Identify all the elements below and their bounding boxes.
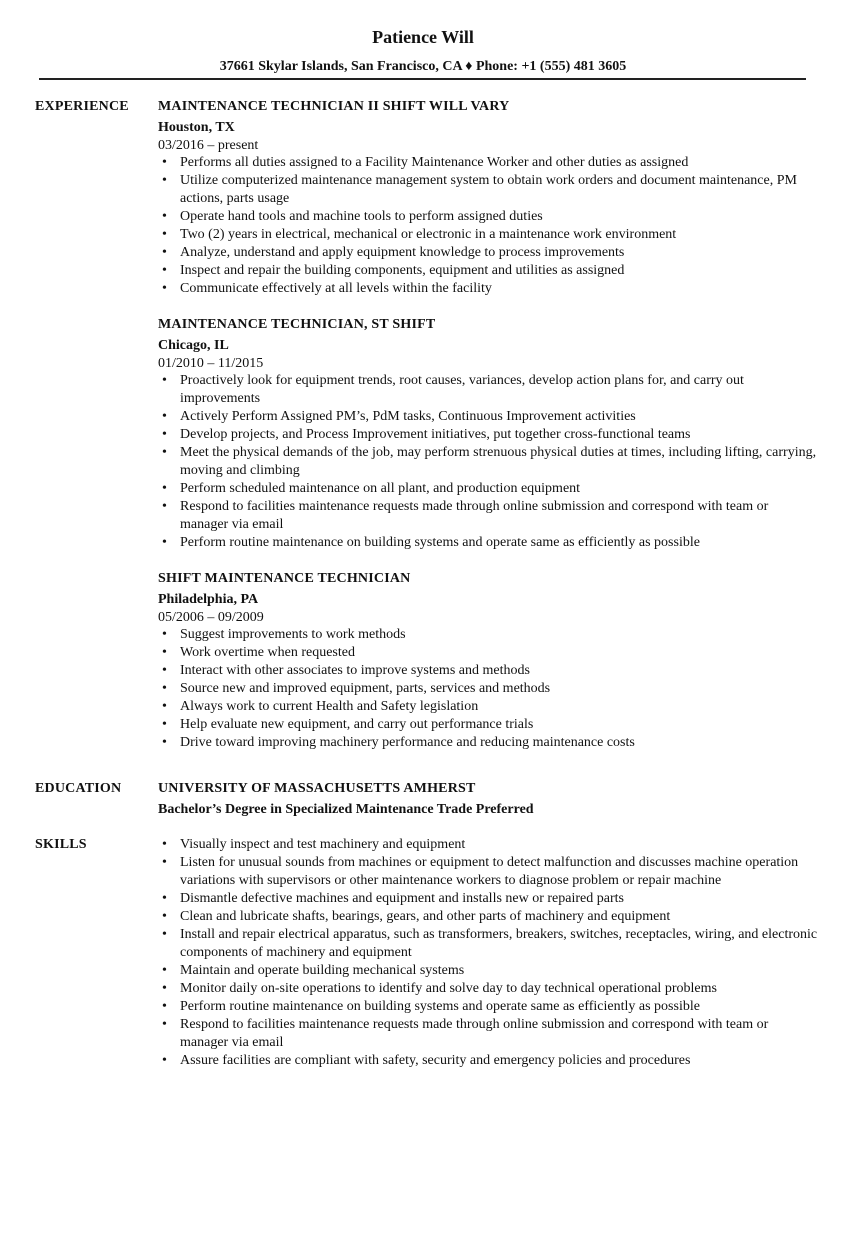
job-bullets	[158, 372, 818, 552]
job-title: MAINTENANCE TECHNICIAN, ST SHIFT	[158, 317, 436, 332]
skill-item: • Respond to facilities maintenance requests made through online submission and correspond with team or manager via email	[158, 1016, 818, 1052]
job-title: SHIFT MAINTENANCE TECHNICIAN	[158, 571, 411, 586]
skill-item: • Install and repair electrical apparatus, such as transformers, breakers, switches, receptacles, wiring, and electronic components of machinery and equipment	[158, 926, 818, 962]
resume-name: Patience Will	[372, 27, 474, 47]
education-entry	[158, 780, 818, 819]
skill-item: • Listen for unusual sounds from machines or equipment to detect malfunction and discusses machine operation variations with supervisors or other maintenance workers to diagnose problem or repair machine	[158, 854, 818, 890]
section-title-education: EDUCATION	[35, 781, 122, 796]
experience-list	[158, 98, 818, 770]
bullet-item: • Two (2) years in electrical, mechanical or electronic in a maintenance work environment	[158, 226, 818, 244]
skill-item: • Visually inspect and test machinery and equipment	[158, 836, 818, 854]
resume-contact: 37661 Skylar Islands, San Francisco, CA ♦ Phone: +1 (555) 481 3605	[219, 59, 627, 74]
bullet-item: • Interact with other associates to improve systems and methods	[158, 662, 818, 680]
skill-item: • Dismantle defective machines and equipment and installs new or repaired parts	[158, 890, 818, 908]
job-entry	[158, 570, 818, 752]
job-dates: 05/2006 – 09/2009	[158, 610, 264, 625]
section-title-skills: SKILLS	[35, 837, 87, 852]
bullet-item: • Communicate effectively at all levels within the facility	[158, 280, 818, 298]
bullet-item: • Performs all duties assigned to a Facility Maintenance Worker and other duties as assigned	[158, 154, 818, 172]
school-name: UNIVERSITY OF MASSACHUSETTS AMHERST	[158, 781, 476, 796]
bullet-item: • Inspect and repair the building components, equipment and utilities as assigned	[158, 262, 818, 280]
bullet-item: • Source new and improved equipment, parts, services and methods	[158, 680, 818, 698]
job-entry	[158, 98, 818, 298]
job-location: Chicago, IL	[158, 338, 229, 353]
bullet-item: • Actively Perform Assigned PM’s, PdM tasks, Continuous Improvement activities	[158, 408, 818, 426]
bullet-item: • Always work to current Health and Safety legislation	[158, 698, 818, 716]
bullet-item: • Respond to facilities maintenance requests made through online submission and correspond with team or manager via email	[158, 498, 818, 534]
bullet-item: • Work overtime when requested	[158, 644, 818, 662]
job-bullets	[158, 626, 818, 752]
job-dates: 01/2010 – 11/2015	[158, 356, 264, 371]
skill-item: • Monitor daily on-site operations to identify and solve day to day technical operational problems	[158, 980, 818, 998]
job-location: Houston, TX	[158, 120, 235, 135]
section-title-experience: EXPERIENCE	[35, 99, 129, 114]
bullet-item: • Analyze, understand and apply equipment knowledge to process improvements	[158, 244, 818, 262]
bullet-item: • Meet the physical demands of the job, may perform strenuous physical duties at times, including lifting, carrying, moving and climbing	[158, 444, 818, 480]
skill-item: • Maintain and operate building mechanical systems	[158, 962, 818, 980]
bullet-item: • Help evaluate new equipment, and carry out performance trials	[158, 716, 818, 734]
bullet-item: • Perform scheduled maintenance on all plant, and production equipment	[158, 480, 818, 498]
bullet-item: • Utilize computerized maintenance management system to obtain work orders and document maintenance, PM actions, parts usage	[158, 172, 818, 208]
job-location: Philadelphia, PA	[158, 592, 259, 607]
bullet-item: • Operate hand tools and machine tools to perform assigned duties	[158, 208, 818, 226]
skill-item: • Perform routine maintenance on building systems and operate same as efficiently as possible	[158, 998, 818, 1016]
bullet-item: • Perform routine maintenance on building systems and operate same as efficiently as possible	[158, 534, 818, 552]
skills-bullets	[158, 836, 818, 1070]
degree: Bachelor’s Degree in Specialized Maintenance Trade Preferred	[158, 802, 534, 817]
job-bullets	[158, 154, 818, 298]
header-divider	[39, 78, 806, 80]
skill-item: • Assure facilities are compliant with safety, security and emergency policies and procedures	[158, 1052, 818, 1070]
bullet-item: • Suggest improvements to work methods	[158, 626, 818, 644]
job-dates: 03/2016 – present	[158, 138, 259, 153]
bullet-item: • Drive toward improving machinery performance and reducing maintenance costs	[158, 734, 818, 752]
skill-item: • Clean and lubricate shafts, bearings, gears, and other parts of machinery and equipment	[158, 908, 818, 926]
bullet-item: • Develop projects, and Process Improvement initiatives, put together cross-functional teams	[158, 426, 818, 444]
bullet-item: • Proactively look for equipment trends, root causes, variances, develop action plans for, and carry out improvements	[158, 372, 818, 408]
skills-list	[158, 836, 818, 1070]
job-entry	[158, 316, 818, 552]
job-title: MAINTENANCE TECHNICIAN II SHIFT WILL VARY	[158, 99, 510, 114]
